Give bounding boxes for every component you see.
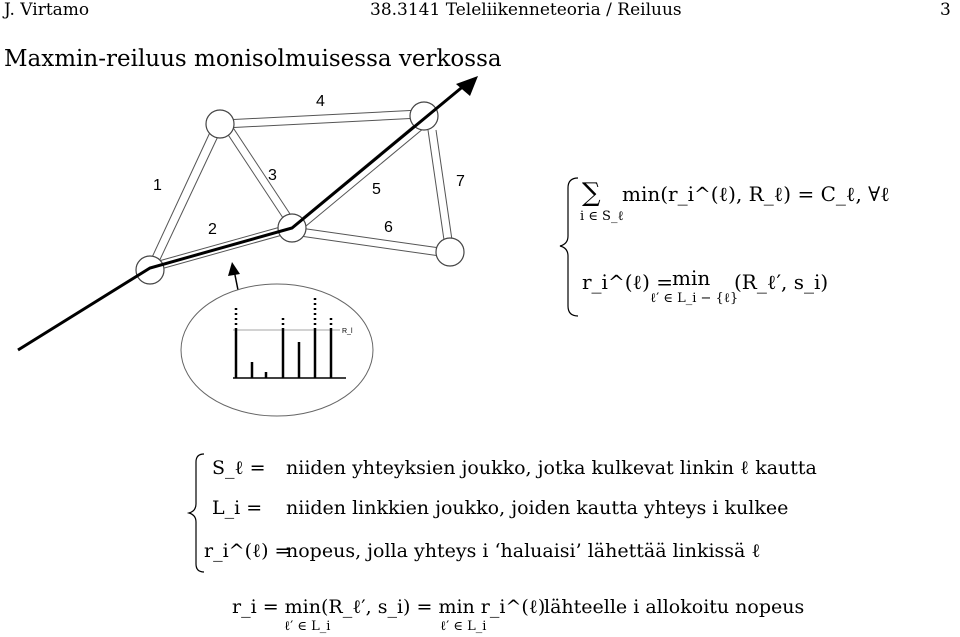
- rate-lhs: r_i^(ℓ) =: [582, 270, 674, 294]
- allocation-subscript-1: ℓ′ ∈ L_i: [284, 619, 331, 634]
- def-symbol: L_i =: [212, 497, 263, 519]
- node: [136, 256, 164, 284]
- link-label-3: 3: [268, 167, 277, 184]
- constraint-equation: min(r_i^(ℓ), R_ℓ) = C_ℓ, ∀ℓ: [622, 182, 890, 206]
- link-label-7: 7: [456, 173, 465, 190]
- equations-brace: [560, 178, 578, 316]
- inset-ellipse: [181, 284, 373, 416]
- link-label-4: 4: [316, 93, 325, 110]
- header-author: J. Virtamo: [4, 0, 90, 20]
- link-3: [221, 124, 289, 227]
- def-text: niiden linkkien joukko, joiden kautta yhteys i kulkee: [286, 497, 789, 519]
- link-label-6: 6: [384, 219, 393, 236]
- link-label-5: 5: [372, 181, 381, 198]
- link-4: [224, 110, 420, 120]
- link-label-1: 1: [153, 177, 162, 194]
- arrow-head-icon: [456, 76, 478, 96]
- header-course: 38.3141 Teleliikenneteoria / Reiluus: [370, 0, 682, 20]
- def-text: niiden yhteyksien joukko, jotka kulkevat linkin ℓ kautta: [286, 457, 817, 479]
- node: [436, 238, 464, 266]
- link-1: [148, 128, 212, 266]
- def-symbol: S_ℓ =: [212, 457, 266, 479]
- rate-rhs: (R_ℓ′, s_i): [734, 270, 829, 294]
- allocation-text: lähteelle i allokoitu nopeus: [544, 596, 805, 618]
- sum-subscript: i ∈ S_ℓ: [580, 209, 624, 224]
- def-text: nopeus, jolla yhteys i ‘haluaisi’ lähettää linkissä ℓ: [286, 540, 761, 562]
- allocation-subscript-2: ℓ′ ∈ L_i: [440, 619, 487, 634]
- inset-label: R_l: [342, 328, 353, 335]
- header-page-number: 3: [940, 0, 951, 20]
- def-symbol: r_i^(ℓ) =: [204, 540, 291, 562]
- pointer-arrow-icon: [228, 262, 240, 276]
- allocation-equation: r_i = min(R_ℓ′, s_i) = min r_i^(ℓ): [232, 596, 546, 618]
- rate-min-subscript: ℓ′ ∈ L_i − {ℓ}: [650, 291, 739, 306]
- definitions-brace: [189, 454, 204, 572]
- sum-symbol: ∑: [582, 178, 601, 208]
- node: [206, 110, 234, 138]
- link-label-2: 2: [208, 221, 217, 238]
- page-title: Maxmin-reiluus monisolmuisessa verkossa: [4, 46, 502, 72]
- link-7: [428, 130, 444, 240]
- rate-min: min: [672, 266, 711, 290]
- link-6: [300, 228, 440, 248]
